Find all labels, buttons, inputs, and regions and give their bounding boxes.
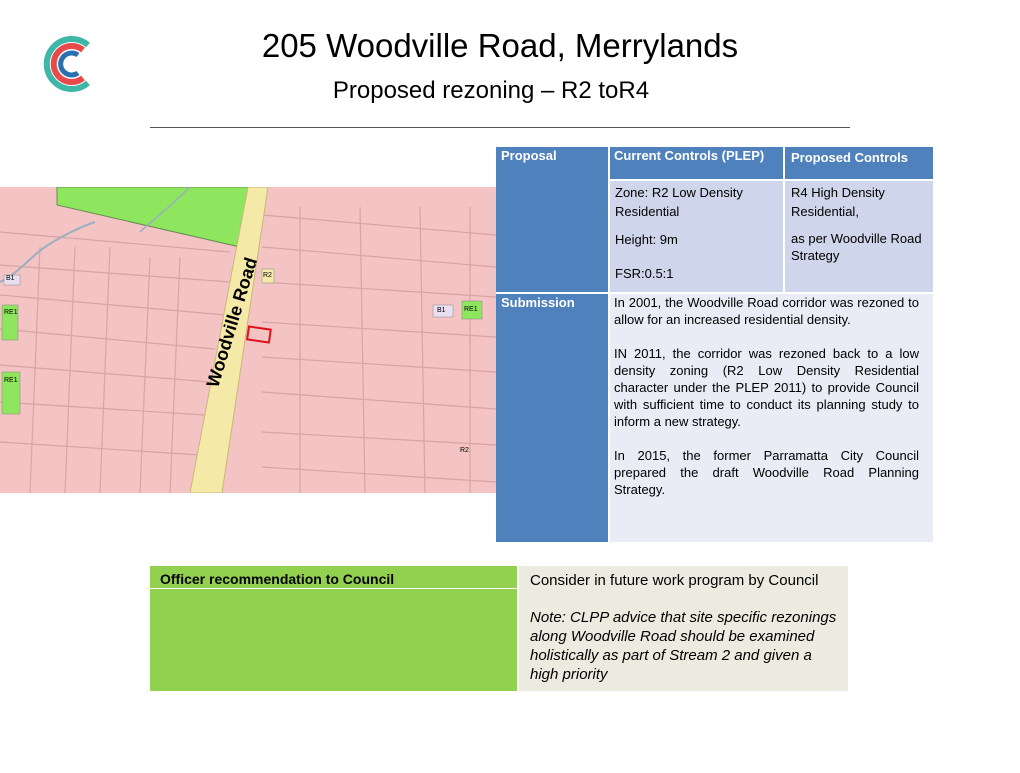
recommendation-divider [150, 588, 517, 589]
zone-label: B1 [437, 307, 446, 314]
current-controls-cell [610, 181, 783, 292]
zone-label: R2 [263, 272, 272, 279]
submission-paragraph-2: IN 2011, the corridor was rezoned back to a low density zoning (R2 Low Density Residential character under the PLEP 2011) to provide Council with sufficient time to conduct its planning study to inform a new strategy. [614, 346, 919, 429]
submission-paragraph-1: In 2001, the Woodville Road corridor was rezoned to allow for an increased residential density. [614, 295, 919, 327]
zone-label: RE1 [4, 309, 18, 316]
site-map [0, 187, 496, 493]
proposed-controls-header: Proposed Controls [785, 147, 933, 179]
page-subtitle: Proposed rezoning – R2 toR4 [332, 77, 650, 104]
zone-label: B1 [6, 275, 15, 282]
current-fsr: FSR:0.5:1 [615, 266, 674, 281]
zone-label: RE1 [464, 306, 478, 313]
zone-label: R2 [460, 447, 469, 454]
submission-cell [610, 294, 933, 542]
recommendation-note: Note: CLPP advice that site specific rezonings along Woodville Road should be examined holistically as part of Stream 2 and given a high priority [530, 609, 837, 683]
recommendation-label: Officer recommendation to Council [160, 571, 395, 587]
submission-paragraph-3: In 2015, the former Parramatta City Council prepared the draft Woodville Road Planning Strategy. [614, 448, 919, 497]
proposed-strategy: as per Woodville Road Strategy [791, 231, 922, 263]
recommendation-text: Consider in future work program by Council [530, 572, 819, 589]
proposal-header: Proposal [501, 148, 557, 163]
current-zone: Zone: R2 Low Density Residential [615, 185, 743, 219]
proposed-zone: R4 High Density Residential, [791, 185, 885, 219]
current-controls-header: Current Controls (PLEP) [610, 147, 783, 179]
proposed-controls-cell [785, 181, 933, 292]
road-label: Woodville Road [202, 255, 262, 390]
submission-label: Submission [501, 295, 575, 310]
current-height: Height: 9m [615, 232, 678, 247]
page-title: 205 Woodville Road, Merrylands [261, 27, 739, 64]
title-divider [150, 127, 850, 128]
zone-label: RE1 [4, 377, 18, 384]
submission-label-cell [496, 294, 608, 542]
